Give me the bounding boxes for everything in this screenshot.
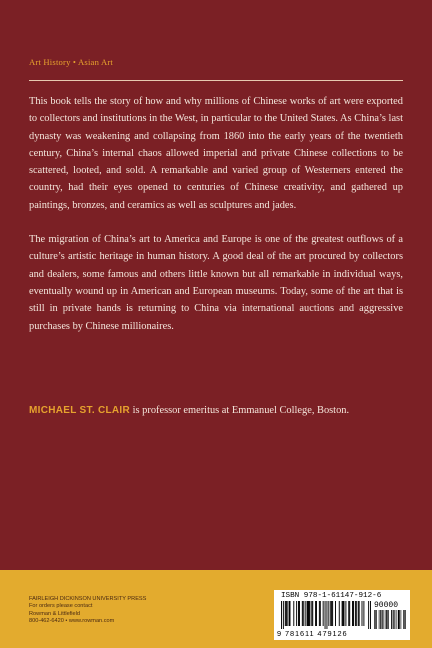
addon-bar (398, 610, 399, 629)
barcode-bar (290, 601, 291, 626)
category-label: Art History • Asian Art (29, 57, 113, 67)
barcode-bar (328, 601, 329, 626)
addon-bar (391, 610, 392, 629)
barcode-bar (298, 601, 299, 626)
barcode-bar (363, 601, 364, 626)
barcode-bar (296, 601, 297, 626)
addon-bar (381, 610, 382, 629)
barcode-bar (285, 601, 286, 626)
barcode-bar (281, 601, 282, 629)
book-description (29, 93, 403, 335)
addon-bar (388, 610, 389, 629)
barcode-bar (308, 601, 309, 626)
barcode-bar (358, 601, 359, 626)
barcode-bar (307, 601, 308, 626)
addon-bar (387, 610, 388, 629)
barcode-bar (335, 601, 336, 626)
barcode-bar (356, 601, 357, 626)
addon-bar (399, 610, 400, 629)
publisher-info (29, 596, 146, 626)
addon-bar (405, 610, 406, 629)
barcode-bar (311, 601, 312, 626)
divider-line (29, 80, 403, 81)
barcode-bar (344, 601, 345, 626)
barcode-bar (359, 601, 360, 626)
barcode-bar (325, 601, 326, 629)
publisher-footer (0, 570, 432, 648)
addon-bar (384, 610, 385, 629)
addon-bar (374, 610, 375, 629)
barcode-bar (368, 601, 369, 629)
barcode-bar (289, 601, 290, 626)
addon-bar (396, 610, 397, 629)
barcode-bar (332, 601, 333, 626)
author-bio-text: is professor emeritus at Emmanuel College, Boston. (130, 405, 350, 416)
addon-bar (403, 610, 404, 629)
publisher-name: FAIRLEIGH DICKINSON UNIVERSITY PRESS (29, 596, 147, 602)
addon-bar (401, 610, 402, 629)
barcode-bar (353, 601, 354, 626)
description-paragraph: This book tells the story of how and why millions of Chinese works of art were exported to collectors and institutions in the West, in particular to the United States. As China’s last dynasty was weakening and collapsing from 1860 into the early years of the twentieth century, China’s internal chaos allowed imperial and private Chinese collections to be scattered, looted, and sold. A remarkable and varied group of Westerners entered the country, had their eyes opened to centuries of Chinese creativity, and gathered up paintings, bronzes, and ceramics as well as sculptures and jades. (29, 96, 403, 211)
addon-bar (380, 610, 381, 629)
addon-bar (379, 610, 380, 629)
barcode-bar (343, 601, 344, 626)
barcode-bar (348, 601, 349, 626)
barcode-bar (320, 601, 321, 626)
isbn-label: ISBN 978-1-61147-912-6 (281, 592, 382, 600)
price-code: 90000 (374, 601, 399, 610)
author-name: MICHAEL ST. CLAIR (29, 405, 131, 416)
addon-bar (376, 610, 377, 629)
addon-bar (386, 610, 387, 629)
barcode-bar (309, 601, 310, 626)
barcode-bar (352, 601, 353, 626)
barcode-ean13 (281, 601, 371, 629)
barcode-bar (312, 601, 313, 626)
addon-bar (394, 610, 395, 629)
distributor-name: Rowman & Littlefield (29, 610, 80, 617)
addon-bar (399, 610, 400, 629)
barcode-bar (342, 601, 343, 626)
barcode-panel (274, 590, 410, 640)
publisher-contact: 800-462-6420 • www.rowman.com (29, 618, 115, 625)
barcode-bar (330, 601, 331, 626)
barcode-bar (323, 601, 324, 626)
barcode-bar (303, 601, 304, 626)
barcode-bar (319, 601, 320, 626)
author-bio (29, 402, 409, 419)
barcode-bar (345, 601, 346, 626)
barcode-bar (302, 601, 303, 626)
barcode-bar (283, 601, 284, 629)
addon-bar (382, 610, 383, 629)
barcode-bar (349, 601, 350, 626)
barcode-bar (355, 601, 356, 626)
barcode-bar (331, 601, 332, 626)
barcode-bar (305, 601, 306, 626)
barcode-bar (287, 601, 288, 626)
barcode-bar (326, 601, 327, 629)
barcode-bar (316, 601, 317, 626)
barcode-bar (286, 601, 287, 626)
barcode-bar (339, 601, 340, 626)
barcode-bar (315, 601, 316, 626)
addon-bar (386, 610, 387, 629)
addon-bar (404, 610, 405, 629)
addon-bar (375, 610, 376, 629)
addon-bar (393, 610, 394, 629)
barcode-bar (308, 601, 309, 626)
barcode-bar (293, 601, 294, 626)
barcode-digits: 9 781611 479126 (277, 629, 348, 638)
barcode-bar (362, 601, 363, 626)
barcode-addon (374, 610, 406, 629)
barcode-bar (299, 601, 300, 626)
addon-bar (392, 610, 393, 629)
orders-line: For orders please contact (29, 603, 93, 610)
description-paragraph: The migration of China’s art to America and Europe is one of the greatest outflows of a culture’s artistic heritage in human history. A good deal of the art procured by collectors and dealers, some famous and others little known but all remarkable in individual ways, eventually wound up in American and European museums. Today, some of the art that is still in private hands is returning to China via international auctions and aggressive purchases by Chinese millionaires. (29, 234, 403, 332)
barcode-bar (370, 601, 371, 629)
